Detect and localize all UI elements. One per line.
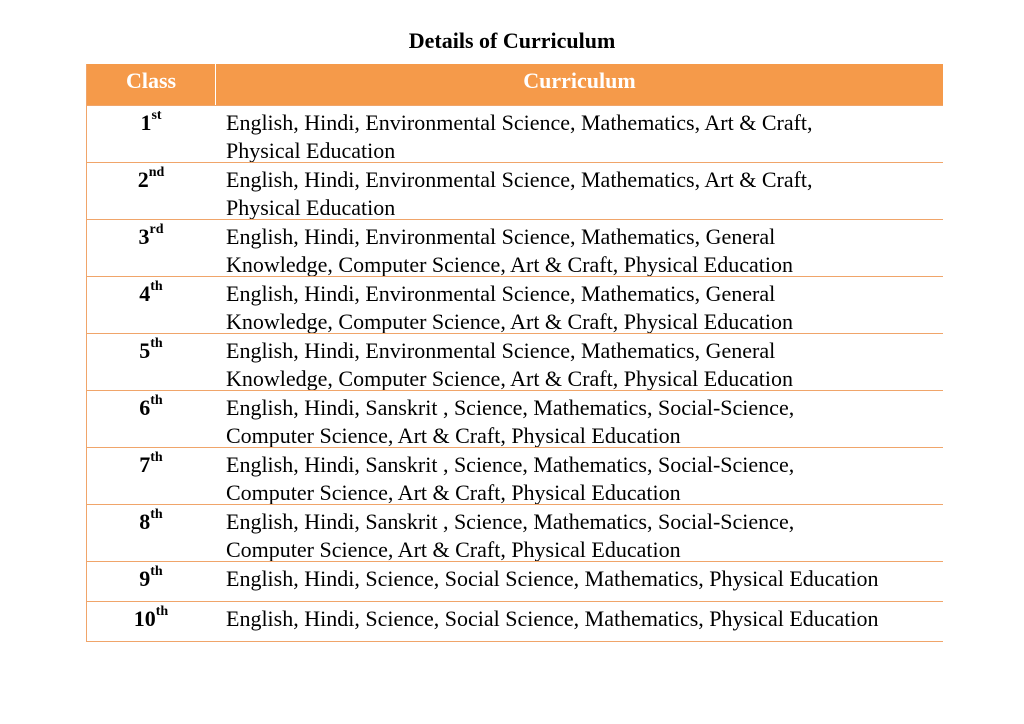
class-cell bbox=[87, 277, 215, 333]
table-row bbox=[87, 333, 943, 390]
curriculum-cell: English, Hindi, Sanskrit , Science, Mathematics, Social-Science, Computer Science, Art & Craft, Physical Education bbox=[226, 452, 795, 504]
class-ordinal-suffix: th bbox=[150, 563, 163, 579]
table-row bbox=[87, 390, 943, 447]
table-row bbox=[87, 276, 943, 333]
table-row bbox=[87, 447, 943, 504]
class-number: 7 bbox=[139, 452, 151, 477]
table-row bbox=[87, 601, 943, 641]
class-cell bbox=[87, 391, 215, 447]
class-number: 10 bbox=[133, 606, 156, 631]
class-number: 2 bbox=[137, 167, 149, 192]
curriculum-cell: English, Hindi, Environmental Science, Mathematics, General Knowledge, Computer Science, Art & Craft, Physical Education bbox=[226, 338, 793, 390]
class-cell bbox=[87, 220, 215, 276]
class-number: 9 bbox=[139, 566, 151, 591]
class-number: 6 bbox=[139, 395, 151, 420]
class-ordinal-suffix: nd bbox=[148, 164, 165, 180]
class-number: 3 bbox=[138, 224, 150, 249]
header-class: Class bbox=[87, 64, 216, 105]
curriculum-cell: English, Hindi, Environmental Science, Mathematics, Art & Craft, Physical Education bbox=[226, 167, 813, 219]
class-ordinal-suffix: th bbox=[150, 449, 163, 465]
table-header-row bbox=[87, 64, 943, 105]
header-curriculum: Curriculum bbox=[523, 68, 636, 93]
curriculum-cell: English, Hindi, Environmental Science, Mathematics, Art & Craft, Physical Education bbox=[226, 110, 813, 162]
curriculum-cell: English, Hindi, Sanskrit , Science, Mathematics, Social-Science, Computer Science, Art & Craft, Physical Education bbox=[226, 395, 795, 447]
class-ordinal-suffix: st bbox=[151, 107, 162, 123]
class-cell bbox=[87, 106, 215, 162]
class-number: 1 bbox=[140, 110, 152, 135]
class-cell bbox=[87, 163, 215, 219]
class-cell bbox=[87, 562, 215, 601]
table-row bbox=[87, 561, 943, 601]
curriculum-cell: English, Hindi, Sanskrit , Science, Mathematics, Social-Science, Computer Science, Art & Craft, Physical Education bbox=[226, 509, 795, 561]
page-title: Details of Curriculum bbox=[408, 28, 616, 53]
class-ordinal-suffix: th bbox=[150, 506, 163, 522]
class-cell bbox=[87, 448, 215, 504]
class-ordinal-suffix: th bbox=[150, 335, 163, 351]
class-number: 4 bbox=[139, 281, 151, 306]
class-number: 5 bbox=[139, 338, 151, 363]
table-row bbox=[87, 162, 943, 219]
curriculum-cell: English, Hindi, Environmental Science, Mathematics, General Knowledge, Computer Science, Art & Craft, Physical Education bbox=[226, 224, 793, 276]
table-row bbox=[87, 504, 943, 561]
class-cell bbox=[87, 505, 215, 561]
class-ordinal-suffix: th bbox=[150, 392, 163, 408]
class-ordinal-suffix: th bbox=[150, 278, 163, 294]
class-number: 8 bbox=[139, 509, 151, 534]
curriculum-cell: English, Hindi, Science, Social Science, Mathematics, Physical Education bbox=[226, 606, 879, 631]
class-ordinal-suffix: rd bbox=[149, 221, 164, 237]
curriculum-cell: English, Hindi, Environmental Science, Mathematics, General Knowledge, Computer Science, Art & Craft, Physical Education bbox=[226, 281, 793, 333]
curriculum-table bbox=[86, 64, 943, 642]
class-cell bbox=[87, 334, 215, 390]
table-row bbox=[87, 219, 943, 276]
table-row bbox=[87, 105, 943, 162]
class-cell bbox=[87, 602, 215, 641]
curriculum-cell: English, Hindi, Science, Social Science, Mathematics, Physical Education bbox=[226, 566, 879, 591]
class-ordinal-suffix: th bbox=[155, 603, 169, 619]
